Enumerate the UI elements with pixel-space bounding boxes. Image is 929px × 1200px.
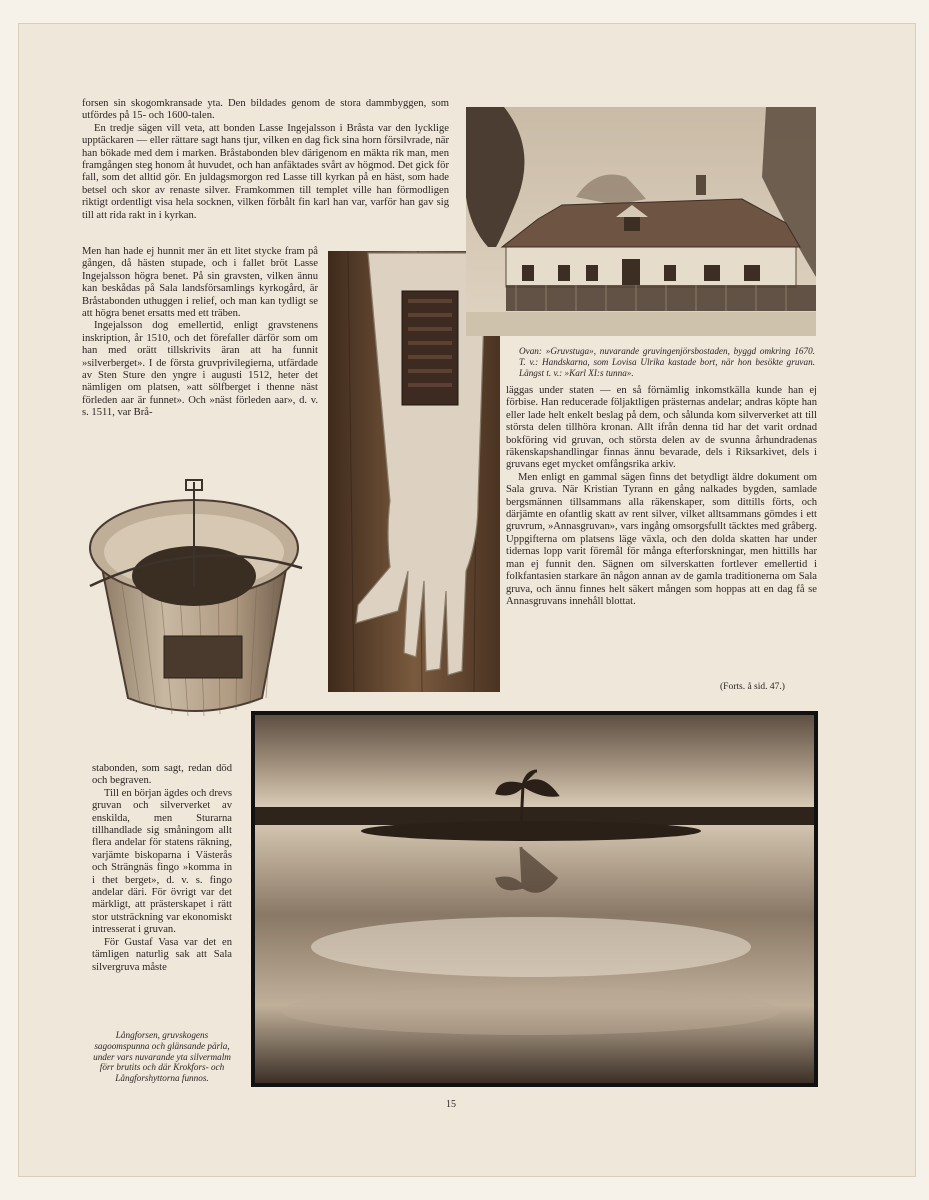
article-text-left-top [82,98,449,222]
article-text-left-narrow [82,246,318,420]
gruvstuga-photo [466,107,816,336]
house-illustration [466,107,816,336]
article-text-left-bottom [92,763,232,974]
paragraph: För Gustaf Vasa var det en tämligen naturlig sak att Sala silvergruva måste [92,936,232,973]
bucket-photo [76,476,312,722]
page-number: 15 [446,1099,456,1110]
langforsen-photo [251,711,818,1087]
paragraph: Ingejalsson dog emellertid, enligt gravstenens inskription, år 1510, och det förefaller därför som om han med orätt tillskrivits äran att ha funnit »silverberget». I de första gruvprivilegierna, utfärdade av Sten Sture den yngre i augusti 1512, heter det nämligen om platsen, »att sölfberget i thenne näst förleden aar är funnet». Och »näst förleden aar», d. v. s. 1511, var Brå- [82,320,318,419]
paragraph: stabonden, som sagt, redan död och begraven. [92,763,232,787]
lake-illustration [251,711,818,1087]
paragraph: Men enligt en gammal sägen finns det betydligt äldre dokument om Sala gruva. När Kristian Tyrann en gång nalkades bygden, samlade bergsmännen tillsammans alla räkenskaper, som dittills förts, och därjämte en ofantlig skatt av rent silver, vilket alltsammans gömdes i ett gruvrum, »Annasgruvan», vars ingång omsorgsfullt täcktes med gråberg. Uppgifterna om platsens läge växla, och den dolda skatten har under tidernas lopp varit föremål för många efterforskningar, men hittills har man ej funnit den. Sägnen om silverskatten fortlever emellertid i folkfantasien starkare än någon annan av de gamla traditionerna om Sala gruva, och ännu finnes helt säkert mången som hoppas att en dag få se Annasgruvans innehåll blottat. [506,471,817,607]
caption-top: Ovan: »Gruvstuga», nuvarande gruvingenjörsbostaden, byggd omkring 1670. T. v.: Handskarna, som Lovisa Ulrika kastade bort, när hon besökte gruvan. Längst t. v.: »Karl XI:s tunna». [519,346,815,378]
bucket-illustration [76,476,312,722]
continued-note: (Forts. å sid. 47.) [720,682,785,692]
paragraph: Men han hade ej hunnit mer än ett litet stycke fram på gången, då hästen stupade, och i fallet bröt Lasse Ingejalsson högra benet. På sin gravsten, vilken ännu kan beskådas på Sala landsförsamlings kyrkogård, är Bråstabonden uthuggen i relief, och man kan tydligt se att högra benet ersatts med ett träben. [82,246,318,320]
paragraph: Till en början ägdes och drevs gruvan och silververket av enskilda, men Sturarna tillhandlade sig småningom allt flera andelar för statens räkning, varjämte biskoparna i Västerås och Strängnäs fingo »komma in i thet berget», d. v. s. fingo andelar däri. För övrigt var det märkligt, att prästerskapet i rätt stor utsträckning var ekonomiskt intresserat i gruvan. [92,787,232,936]
paragraph: forsen sin skogomkransade yta. Den bildades genom de stora dammbyggen, som utfördes på 15- och 1600-talen. [82,98,449,122]
caption-bottom: Långforsen, gruvskogens sagoomspunna och glänsande pärla, under vars nuvarande yta silvermalm förr brutits och där Krokfors- och Långforshyttorna funnos. [93,1030,231,1084]
article-text-right [506,385,817,608]
paragraph: En tredje sägen vill veta, att bonden Lasse Ingejalsson i Bråsta var den lycklige upptäckaren — eller rättare sagt hans tjur, vilken en dag fick sina horn försilvrade, när han bökade med dem i marken. Bråstabonden blev därigenom en mäkta rik man, men framgången steg honom åt huvudet, och han anfäktades svårt av högmod. Det gick för fall, som det alltid gör. En juldagsmorgon red Lasse till kyrkan på en häst, som hade betsel och skor av renaste silver. Framkommen till templet ville han förmodligen riktigt ordentligt visa hela socknen, vilken förbålt fin karl han var, varför han gav sig till att rida rakt in i kyrkan. [82,122,449,221]
paragraph: läggas under staten — en så förnämlig inkomstkälla kunde han ej förbise. Han reducerade följaktligen prästernas andelar; andras köpte han eller lade helt enkelt beslag på dem, och sålunda kom silververket att till största delen tillhöra kronan. Allt ifrån denna tid har det varit ordnad bokföring vid gruvan, och största delen av de svunna århundradenas räkenskapshandlingar finnas ännu bevarade, dels i Riksarkivet, dels i gruvans eget mycket omfångsrika arkiv. [506,385,817,471]
